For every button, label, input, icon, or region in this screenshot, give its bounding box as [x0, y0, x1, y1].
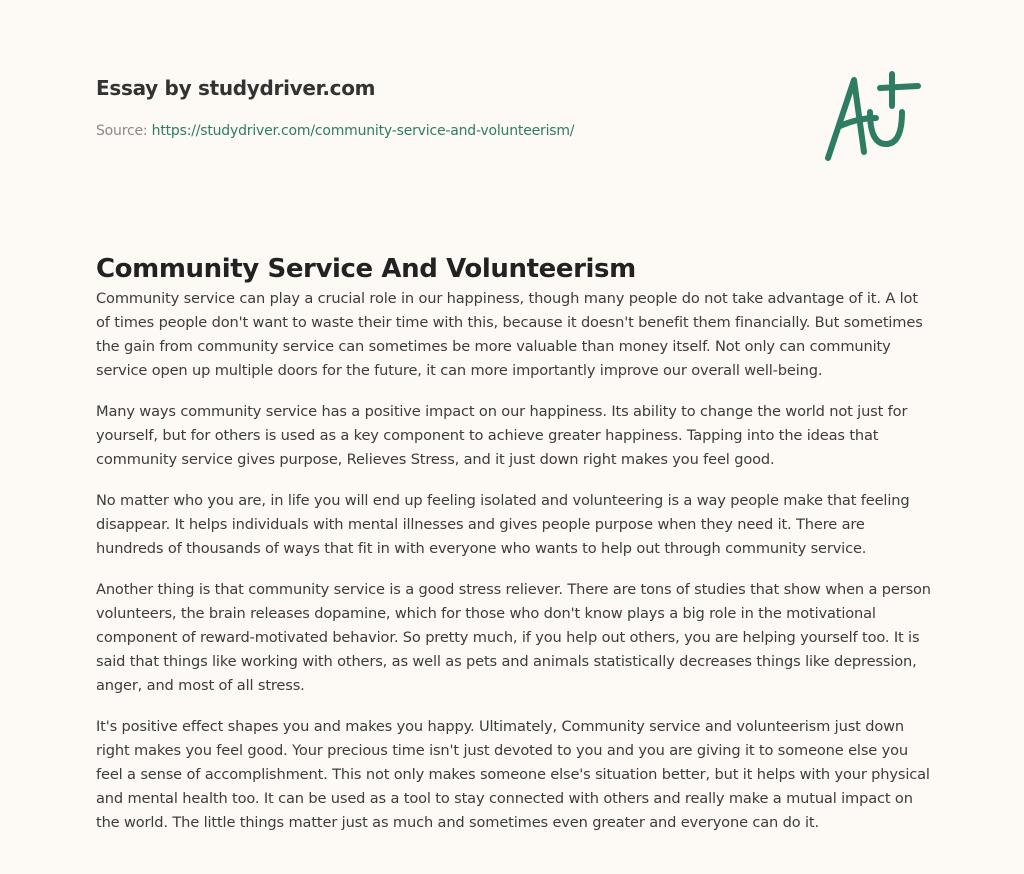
essay-paragraph: Another thing is that community service is a good stress reliever. There are tons of studies that show when a person volunteers, the brain releases dopamine, which for those who don't know plays a big role in the motivational component of reward-motivated behavior. So pretty much, if you help out others, you are helping yourself too. It is said that things like working with others, as well as pets and animals statistically decreases things like depression, anger, and most of all stress. [96, 581, 931, 694]
source-label: Source: [96, 123, 148, 139]
essay-body [96, 287, 934, 852]
site-title: Essay by studydriver.com [96, 76, 376, 100]
essay-paragraph: Community service can play a crucial role in our happiness, though many people do not take advantage of it. A lot of times people don't want to waste their time with this, because it doesn't benefit them financially. But sometimes the gain from community service can sometimes be more valuable than money itself. Not only can community service open up multiple doors for the future, it can more importantly improve our overall well-being. [96, 290, 923, 379]
essay-paragraph: It's positive effect shapes you and makes you happy. Ultimately, Community service and volunteerism just down right makes you feel good. Your precious time isn't just devoted to you and you are giving it to someone else you feel a sense of accomplishment. This not only makes someone else's situation better, but it helps with your physical and mental health too. It can be used as a tool to stay connected with others and really make a mutual impact on the world. The little things matter just as much and sometimes even greater and everyone can do it. [96, 718, 930, 831]
source-link[interactable]: https://studydriver.com/community-service-and-volunteerism/ [151, 123, 575, 139]
essay-paragraph: Many ways community service has a positive impact on our happiness. Its ability to change the world not just for yourself, but for others is used as a key component to achieve greater happiness. Tapping into the ideas that community service gives purpose, Relieves Stress, and it just down right makes you feel good. [96, 403, 908, 468]
essay-title: Community Service And Volunteerism [96, 254, 636, 284]
essay-paragraph: No matter who you are, in life you will end up feeling isolated and volunteering is a way people make that feeling disappear. It helps individuals with mental illnesses and gives people purpose when they need it. There are hundreds of thousands of ways that fit in with everyone who wants to help out through community service. [96, 492, 910, 557]
source-line [96, 123, 574, 139]
a-plus-logo-icon [818, 66, 928, 166]
